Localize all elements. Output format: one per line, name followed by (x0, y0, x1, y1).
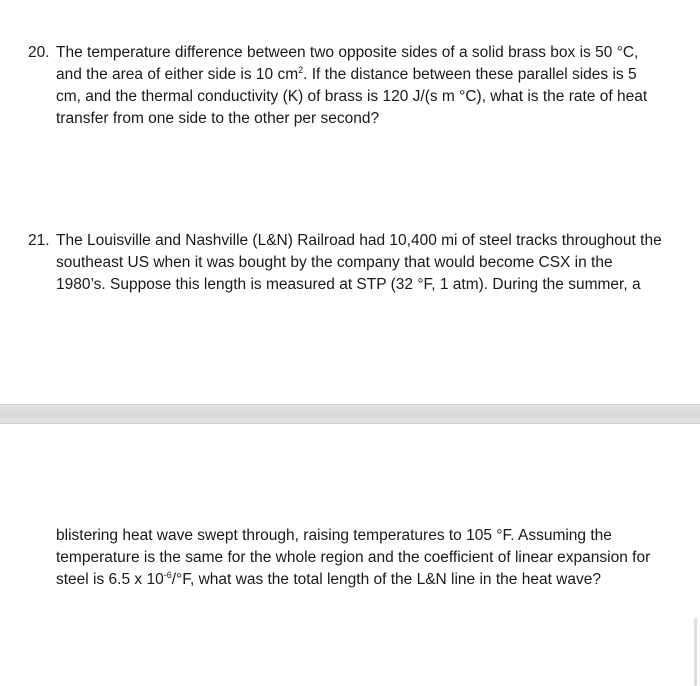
superscript: -6 (163, 570, 172, 580)
question-21-continued (56, 525, 678, 591)
question-21-cont-line-2: temperature is the same for the whole region and the coefficient of linear expansion for (56, 549, 651, 566)
question-20-line-1: 20. The temperature difference between two opposite sides of a solid brass box is 50 °C, (28, 42, 678, 64)
question-21-line-3: 1980’s. Suppose this length is measured at STP (32 °F, 1 atm). During the summer, a (56, 276, 641, 293)
question-21-cont-line-1: blistering heat wave swept through, raising temperatures to 105 °F. Assuming the (56, 527, 612, 544)
question-number: 21. (28, 232, 50, 249)
superscript: 2 (298, 65, 304, 75)
page-divider (0, 404, 700, 424)
question-20-line-3: cm, and the thermal conductivity (K) of brass is 120 J/(s m °C), what is the rate of heat (56, 88, 648, 105)
question-20-line-2: and the area of either side is 10 $cm^2$. If the distance between these parallel sides is 5 (56, 65, 637, 83)
question-20-line-4: transfer from one side to the other per second? (56, 110, 380, 127)
question-21 (28, 230, 678, 296)
question-21-line-2: southeast US when it was bought by the company that would become CSX in the (56, 254, 613, 271)
question-20 (28, 42, 678, 130)
scrollbar[interactable] (694, 618, 697, 686)
question-21-line-1: 21. The Louisville and Nashville (L&N) Railroad had 10,400 mi of steel tracks throughout the (28, 230, 678, 252)
question-number: 20. (28, 44, 50, 61)
question-21-cont-line-3: steel is 6.5 x $10^{-6}/^\circ F$, what was the total length of the L&N line in the heat wave? (56, 570, 601, 588)
